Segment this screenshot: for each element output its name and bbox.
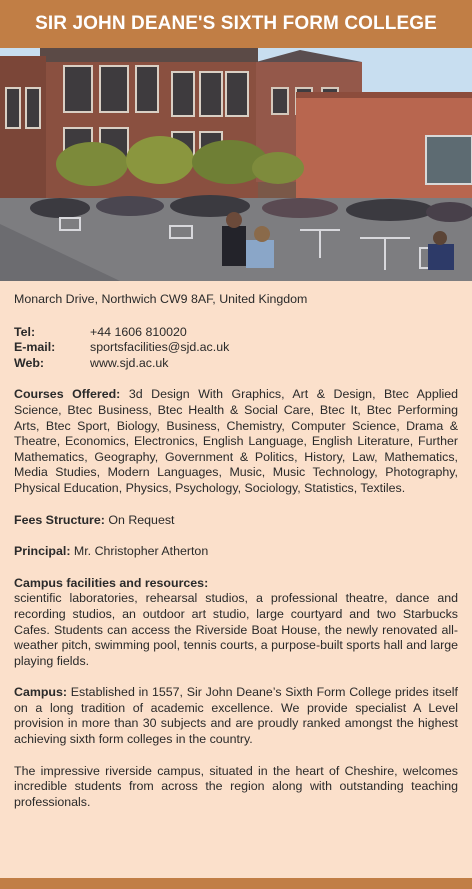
- page-footer-bar: [0, 878, 472, 889]
- email-row: [14, 340, 458, 356]
- tel-label: Tel:: [14, 324, 36, 339]
- tel-row: [14, 325, 458, 341]
- courses-offered: [14, 387, 458, 496]
- fees-text: On Request: [108, 512, 175, 527]
- campus-label: Campus:: [14, 685, 68, 700]
- tel-value[interactable]: +44 1606 810020: [90, 324, 187, 339]
- courses-text: 3d Design With Graphics, Art & Design, Btec Applied Science, Btec Business, Btec Health & Social Care, Btec It, Btec Performing Arts, Btec Sport, Biology, Business, Chemistry, Computer Science, Drama & Theatre, Economics, Electronics, English Language, English Literature, Further Mathematics, Geography, Government & Politics, History, Law, Mathematics, Media Studies, Modern Languages, Music, Music Technology, Photography, Physical Education, Physics, Psychology, Sociology, Statistics, Textiles.: [14, 387, 458, 495]
- email-link[interactable]: sportsfacilities@sjd.ac.uk: [90, 340, 230, 355]
- address: Monarch Drive, Northwich CW9 8AF, United Kingdom: [14, 292, 308, 306]
- campus-facilities: [14, 576, 458, 670]
- principal: [14, 544, 458, 560]
- web-link[interactable]: www.sjd.ac.uk: [90, 355, 169, 370]
- principal-name: Mr. Christopher Atherton: [73, 544, 209, 559]
- facilities-text: scientific laboratories, rehearsal studios, a professional theatre, dance and recording studios, an outdoor art studio, large courtyard and two Starbucks Cafes. Students can access the Riverside Boat House, the newly renovated all-weather pitch, swimming pool, tennis courts, a purpose-built sports hall and large playing fields.: [14, 591, 458, 668]
- page-header: [0, 0, 472, 48]
- facilities-label: Campus facilities and resources:: [14, 575, 209, 590]
- fees-structure: [14, 513, 458, 529]
- college-title: SIR JOHN DEANE'S SIXTH FORM COLLEGE: [35, 13, 437, 34]
- principal-label: Principal:: [14, 544, 71, 559]
- contact-info: [14, 325, 458, 372]
- college-details: [0, 281, 472, 810]
- campus-description-2: The impressive riverside campus, situated in the heart of Cheshire, welcomes incredible students from across the region along with outstanding teaching professionals.: [14, 763, 458, 809]
- web-label: Web:: [14, 355, 45, 370]
- campus-text: Established in 1557, Sir John Deane’s Sixth Form College prides itself on a long tradition of academic excellence. We provide specialist A Level provision in more than 30 subjects and are proudly ranked amongst the highest achieving sixth form colleges in the country.: [14, 685, 458, 747]
- courses-label: Courses Offered:: [14, 387, 121, 402]
- email-label: E-mail:: [14, 340, 56, 355]
- web-row: [14, 356, 458, 372]
- campus-photo: [0, 48, 472, 281]
- fees-label: Fees Structure:: [14, 512, 105, 527]
- campus-description: [14, 685, 458, 747]
